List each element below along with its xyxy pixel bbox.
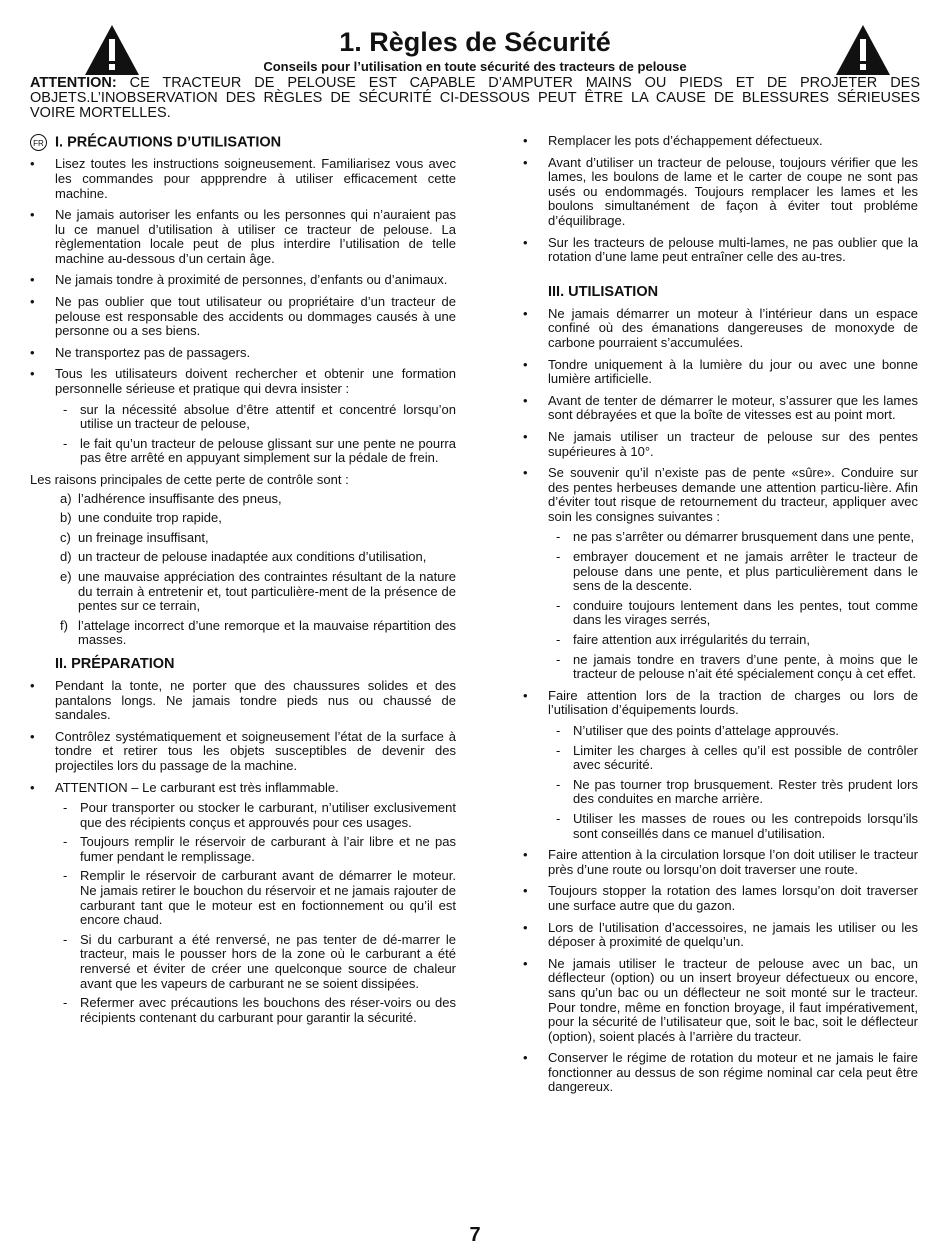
list-item: • Ne pas oublier que tout utilisateur ou propriétaire d’un tracteur de pelouse est responsable des accidents ou dommages causés à une personne ou a ses biens. <box>30 295 456 339</box>
preparation-list <box>30 679 456 1025</box>
list-item: • Conserver le régime de rotation du moteur et ne jamais le faire fonctionner au dessus de son régime nominal car cela peut être dangereux. <box>523 1051 918 1095</box>
list-item: • Se souvenir qu’il n’existe pas de pente «sûre». Conduire sur des pentes herbeuses demande une attention particu-lière. Afin d’éviter tout risque de retournement du tracteur, appliquer avec soin les consignes suivantes : - ne pas s’arrêter ou démarrer brusquement dans une pente, - embrayer doucement et ne jamais arrêter le tracteur de pelouse dans une pente, et plus particulièrement dans le sens de la descente. - conduire toujours lentement dans les pentes, tout comme dans les virages serrés, - faire attention aux irrégularités du terrain, - ne jamais tondre en travers d’une pente, à moins que le tracteur de pelouse n’ait été spécialement conçu à cet effet. <box>523 466 918 682</box>
attention-text: CE TRACTEUR DE PELOUSE EST CAPABLE D’AMPUTER MAINS OU PIEDS ET DE PROJETER DES OBJETS.L’INOBSERVATION DES RÈGLES DE SÉCURITÉ CI-DESSOUS PEUT ÊTRE LA CAUSE DE BLESSURES SÉRIEUSES VOIRE MORTELLES. <box>30 75 921 121</box>
fuel-sublist <box>63 801 456 1025</box>
list-item: • Contrôlez systématiquement et soigneusement l’état de la surface à tondre et retirer tous les objets susceptibles de devenir des projectiles lors du passage de la machine. <box>30 730 456 774</box>
attention-label: ATTENTION: <box>30 75 117 91</box>
section-title-precautions: FR I. PRÉCAUTIONS D’UTILISATION <box>30 134 456 151</box>
list-item: • Pendant la tonte, ne porter que des chaussures solides et des pantalons longs. Ne jamais tondre pieds nus ou chaussé de sandales. <box>30 679 456 723</box>
list-item: • Tondre uniquement à la lumière du jour ou avec une bonne lumière artificielle. <box>523 358 918 387</box>
training-sublist <box>63 403 456 466</box>
list-item: • Ne jamais utiliser le tracteur de pelouse avec un bac, un déflecteur (option) ou un insert broyeur défectueux ou encore, sans qu’un bac ou un déflecteur ne soit monté sur le tracteur. Pour tondre, même en fonction broyage, il faut impérativement, pour la sécurité de l’utilisateur que, soit le bac, soit le déflecteur (option), soient placés à l’arrière du tracteur. <box>523 957 918 1045</box>
list-item: • Ne jamais tondre à proximité de personnes, d’enfants ou d’animaux. <box>30 273 456 288</box>
attention-warning <box>30 76 920 121</box>
sub-list-item: - ne jamais tondre en travers d’une pente, à moins que le tracteur de pelouse n’ait été spécialement conçu à cet effet. <box>556 653 918 682</box>
cause-item: a) l’adhérence insuffisante des pneus, <box>60 490 282 506</box>
list-item: • Faire attention lors de la traction de charges ou lors de l’utilisation d’équipements lourds. - N’utiliser que des points d’attelage approuvés. - Limiter les charges à celles qu’il est possible de contrôler avec sécurité. - Ne pas tourner trop brusquement. Rester très prudent lors des conduites en marche arrière. - Utiliser les masses de roues ou les contrepoids lorsqu’ils sont conseillés dans ce manuel d’utilisation. <box>523 689 918 841</box>
section-title-preparation: II. PRÉPARATION <box>55 655 175 672</box>
list-item: • Avant d’utiliser un tracteur de pelouse, toujours vérifier que les lames, les boulons de lame et le carter de coupe ne sont pas usés ou endommagés. Toujours remplacer les lames et les boulons simultanément de façon à éviter tout probléme d’équilibrage. <box>523 156 918 229</box>
list-item: • Lors de l’utilisation d’accessoires, ne jamais les utiliser ou les déposer à proximité de quelqu’un. <box>523 921 918 950</box>
list-item: • Faire attention à la circulation lorsque l’on doit utiliser le tracteur près d’une route ou lorsqu’on doit traverser une route. <box>523 848 918 877</box>
cause-item: d) un tracteur de pelouse inadaptée aux conditions d’utilisation, <box>60 549 427 565</box>
list-item: • Avant de tenter de démarrer le moteur, s’assurer que les lames sont débrayées et que la boîte de vitesses est au point mort. <box>523 394 918 423</box>
sub-list-item: - N’utiliser que des points d’attelage approuvés. <box>556 724 918 739</box>
sub-list-item: - embrayer doucement et ne jamais arrêter le tracteur de pelouse dans une pente, et plus particulièrement dans le sens de la descente. <box>556 550 918 594</box>
cause-item: c) un freinage insuffisant, <box>60 529 209 545</box>
cause-item: f) l’attelage incorrect d’une remorque et la mauvaise répartition des masses. <box>60 617 456 648</box>
fr-badge: FR <box>30 134 47 151</box>
page-subtitle: Conseils pour l’utilisation en toute sécurité des tracteurs de pelouse <box>263 59 687 74</box>
sub-list-item: - Remplir le réservoir de carburant avant de démarrer le moteur. Ne jamais retirer le bouchon du réservoir et ne jamais rajouter de carburant tant que le moteur est en foctionnement ou qu’il est encore chaud. <box>63 869 456 927</box>
sub-list-item: - le fait qu’un tracteur de pelouse glissant sur une pente ne pourra pas être arrêté en appuyant simplement sur la pédale de frein. <box>63 437 456 466</box>
preparation-list-continued <box>523 134 918 265</box>
sub-list-item: - ne pas s’arrêter ou démarrer brusquement dans une pente, <box>556 530 918 545</box>
utilisation-list <box>523 307 918 1095</box>
list-item: • Tous les utilisateurs doivent rechercher et obtenir une formation personnelle sérieuse et pratique qui devra insister : - sur la nécessité absolue d’être attentif et concentré lorsqu’on utilise un tracteur de pelouse, - le fait qu’un tracteur de pelouse glissant sur une pente ne pourra pas être arrêté en appuyant simplement sur la pédale de frein. <box>30 367 456 466</box>
list-item: • Ne jamais utiliser un tracteur de pelouse sur des pentes supérieures à 10°. <box>523 430 918 459</box>
load-sublist <box>556 724 918 841</box>
sub-list-item: - Si du carburant a été renversé, ne pas tenter de dé-marrer le tracteur, mais le pousser hors de la zone où le carburant a été renversé et éviter de créer une quelconque source de chaleur avant que les vapeurs de carburant ne se soient dissipées. <box>63 933 456 991</box>
list-item: • Remplacer les pots d’échappement défectueux. <box>523 134 918 149</box>
left-column <box>30 134 456 1032</box>
causes-intro: Les raisons principales de cette perte de contrôle sont : <box>30 472 349 488</box>
list-item: • Lisez toutes les instructions soigneusement. Familiarisez vous avec les commandes pour appprendre à utiliser efficacement cette machine. <box>30 157 456 201</box>
causes-list <box>60 492 456 648</box>
sub-list-item: - faire attention aux irrégularités du terrain, <box>556 633 918 648</box>
list-item: • Ne jamais démarrer un moteur à l’intérieur dans un espace confiné où des émanations dangereuses de monoxyde de carbone pourraient s’accumulées. <box>523 307 918 351</box>
sub-list-item: - Toujours remplir le réservoir de carburant à l’air libre et ne pas fumer pendant le remplissage. <box>63 835 456 864</box>
cause-item: b) une conduite trop rapide, <box>60 510 222 526</box>
sub-list-item: - Limiter les charges à celles qu’il est possible de contrôler avec sécurité. <box>556 744 918 773</box>
section-title-utilisation: III. UTILISATION <box>548 283 659 300</box>
cause-item: e) une mauvaise appréciation des contraintes résultant de la nature du terrain à entretenir et, tout particulière-ment de la présence de pentes sur ce terrain, <box>60 568 456 614</box>
sub-list-item: - conduire toujours lentement dans les pentes, tout comme dans les virages serrés, <box>556 599 918 628</box>
list-item: • ATTENTION – Le carburant est très inflammable. - Pour transporter ou stocker le carburant, n’utiliser exclusivement que des récipients conçus et approuvés pour ces usages. - Toujours remplir le réservoir de carburant à l’air libre et ne pas fumer pendant le remplissage. - Remplir le réservoir de carburant avant de démarrer le moteur. Ne jamais retirer le bouchon du réservoir et ne jamais rajouter de carburant tant que le moteur est en foctionnement ou qu’il est encore chaud. - Si du carburant a été renversé, ne pas tenter de dé-marrer le tracteur, mais le pousser hors de la zone où le carburant a été renversé et éviter de créer une quelconque source de chaleur avant que les vapeurs de carburant ne se soient dissipées. - Refermer avec précautions les bouchons des réser-voirs ou des récipients contenant du carburant pour garantir la sécurité. <box>30 781 456 1026</box>
sub-list-item: - Pour transporter ou stocker le carburant, n’utiliser exclusivement que des récipients conçus et approuvés pour ces usages. <box>63 801 456 830</box>
list-item: • Sur les tracteurs de pelouse multi-lames, ne pas oublier que la rotation d’une lame peut entraîner celle des au-tres. <box>523 236 918 265</box>
page-number: 7 <box>469 1224 481 1246</box>
precautions-list <box>30 157 456 466</box>
list-item: • Ne jamais autoriser les enfants ou les personnes qui n’auraient pas lu ce manuel d’utilisation à utiliser ce tracteur de pelouse. La règlementation locale peut de plus interdire l’utilisation de telle machine au-dessous d’un certain âge. <box>30 208 456 266</box>
right-column <box>523 134 918 1102</box>
list-item: • Toujours stopper la rotation des lames lorsqu’on doit traverser une surface autre que du gazon. <box>523 884 918 913</box>
sub-list-item: - Utiliser les masses de roues ou les contrepoids lorsqu’ils sont conseillés dans ce manuel d’utilisation. <box>556 812 918 841</box>
sub-list-item: - Ne pas tourner trop brusquement. Rester très prudent lors des conduites en marche arrière. <box>556 778 918 807</box>
sub-list-item: - sur la nécessité absolue d’être attentif et concentré lorsqu’on utilise un tracteur de pelouse, <box>63 403 456 432</box>
sub-list-item: - Refermer avec précautions les bouchons des réser-voirs ou des récipients contenant du carburant pour garantir la sécurité. <box>63 996 456 1025</box>
slope-sublist <box>556 530 918 681</box>
page-title: 1. Règles de Sécurité <box>339 27 611 57</box>
list-item: • Ne transportez pas de passagers. <box>30 346 456 361</box>
